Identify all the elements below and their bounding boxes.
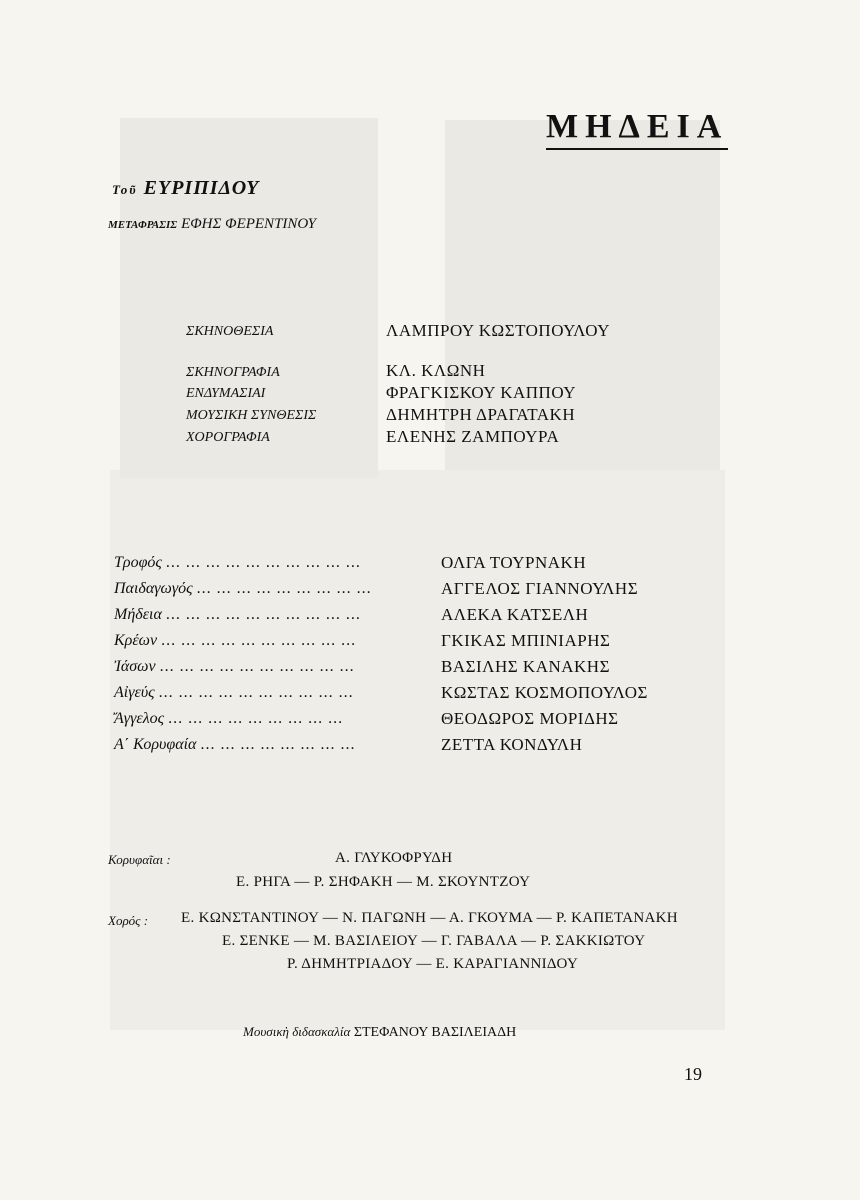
credit-name-costumes: ΦΡΑΓΚΙΣΚΟΥ ΚΑΠΠΟΥ <box>386 383 577 402</box>
cast-row <box>114 554 361 572</box>
cast-dots: ... ... ... ... ... ... ... ... ... ... <box>165 606 361 623</box>
translator-name: ΕΦΗΣ ΦΕΡΕΝΤΙΝΟΥ <box>181 216 316 232</box>
cast-dots: ... ... ... ... ... ... ... ... ... ... <box>165 554 361 571</box>
cast-role: Ἰάσων <box>114 658 156 675</box>
translation-line <box>108 215 316 233</box>
cast-actor: ΟΛΓΑ ΤΟΥΡΝΑΚΗ <box>441 553 587 572</box>
cast-row <box>114 710 343 728</box>
cast-actor: ΒΑΣΙΛΗΣ ΚΑΝΑΚΗΣ <box>441 657 610 676</box>
cast-dots: ... ... ... ... ... ... ... ... <box>200 736 356 753</box>
music-teaching-label: Μουσικὴ διδασκαλία <box>243 1024 351 1039</box>
cast-role: Μήδεια <box>114 606 162 623</box>
koryfaiai-line-2: Ε. ΡΗΓΑ — Ρ. ΣΗΦΑΚΗ — Μ. ΣΚΟΥΝΤΖΟΥ <box>236 874 531 890</box>
author-line <box>112 177 259 200</box>
choros-label: Χορός : <box>108 913 149 928</box>
koryfaiai-line-1: Α. ΓΛΥΚΟΦΡΥΔΗ <box>335 850 453 866</box>
cast-row <box>114 606 361 624</box>
music-teaching-line <box>243 1024 516 1041</box>
credit-role-costumes: ΕΝΔΥΜΑΣΙΑΙ <box>186 386 266 401</box>
cast-role: Α΄ Κορυφαία <box>114 736 197 753</box>
cast-row <box>114 736 355 754</box>
play-title: ΜΗΔΕΙΑ <box>546 108 728 150</box>
cast-dots: ... ... ... ... ... ... ... ... ... ... <box>158 684 354 701</box>
cast-role: Αἰγεύς <box>114 684 155 701</box>
cast-dots: ... ... ... ... ... ... ... ... ... <box>196 580 372 597</box>
cast-role: Τροφός <box>114 554 162 571</box>
author-name: ΕΥΡΙΠΙΔΟΥ <box>143 177 260 199</box>
cast-role: Παιδαγωγός <box>114 580 193 597</box>
credit-role-sets: ΣΚΗΝΟΓΡΑΦΙΑ <box>186 365 280 380</box>
credit-role-choreography: ΧΟΡΟΓΡΑΦΙΑ <box>186 430 270 445</box>
cast-actor: ΓΚΙΚΑΣ ΜΠΙΝΙΑΡΗΣ <box>441 631 611 650</box>
credit-role-direction: ΣΚΗΝΟΘΕΣΙΑ <box>186 324 274 339</box>
cast-role: Ἄγγελος <box>114 710 165 727</box>
koryfaiai-label: Κορυφαῖαι : <box>108 852 171 867</box>
credit-name-music: ΔΗΜΗΤΡΗ ΔΡΑΓΑΤΑΚΗ <box>386 405 576 424</box>
cast-role: Κρέων <box>114 632 158 649</box>
credit-name-direction: ΛΑΜΠΡΟΥ ΚΩΣΤΟΠΟΥΛΟΥ <box>386 321 610 340</box>
cast-dots: ... ... ... ... ... ... ... ... ... <box>168 710 344 727</box>
credit-name-sets: ΚΛ. ΚΛΩΝΗ <box>386 361 486 380</box>
choros-line-3: Ρ. ΔΗΜΗΤΡΙΑΔΟΥ — Ε. ΚΑΡΑΓΙΑΝΝΙΔΟΥ <box>287 956 579 972</box>
cast-row <box>114 658 355 676</box>
cast-dots: ... ... ... ... ... ... ... ... ... ... <box>159 658 355 675</box>
cast-actor: ΚΩΣΤΑΣ ΚΟΣΜΟΠΟΥΛΟΣ <box>441 683 648 702</box>
cast-actor: ΖΕΤΤΑ ΚΟΝΔΥΛΗ <box>441 735 583 754</box>
credit-name-choreography: ΕΛΕΝΗΣ ΖΑΜΠΟΥΡΑ <box>386 427 560 446</box>
author-prefix: Τοῦ <box>112 182 138 197</box>
show-through-photo-left <box>120 118 378 478</box>
choros-line-2: Ε. ΣΕΝΚΕ — Μ. ΒΑΣΙΛΕΙΟΥ — Γ. ΓΑΒΑΛΑ — Ρ. ΣΑΚΚΙΩΤΟΥ <box>222 933 646 949</box>
cast-dots: ... ... ... ... ... ... ... ... ... ... <box>161 632 357 649</box>
credit-role-music: ΜΟΥΣΙΚΗ ΣΥΝΘΕΣΙΣ <box>186 408 317 423</box>
cast-actor: ΘΕΟΔΩΡΟΣ ΜΟΡΙΔΗΣ <box>441 709 619 728</box>
cast-row <box>114 632 356 650</box>
cast-actor: ΑΛΕΚΑ ΚΑΤΣΕΛΗ <box>441 605 589 624</box>
cast-row <box>114 580 372 598</box>
music-teaching-name: ΣΤΕΦΑΝΟΥ ΒΑΣΙΛΕΙΑΔΗ <box>353 1025 517 1040</box>
cast-actor: ΑΓΓΕΛΟΣ ΓΙΑΝΝΟΥΛΗΣ <box>441 579 639 598</box>
page-number: 19 <box>684 1064 702 1084</box>
translation-label: ΜΕΤΑΦΡΑΣΙΣ <box>108 219 178 231</box>
cast-row <box>114 684 354 702</box>
choros-line-1: Ε. ΚΩΝΣΤΑΝΤΙΝΟΥ — Ν. ΠΑΓΩΝΗ — Α. ΓΚΟΥΜΑ — Ρ. ΚΑΠΕΤΑΝΑΚΗ <box>181 910 678 926</box>
